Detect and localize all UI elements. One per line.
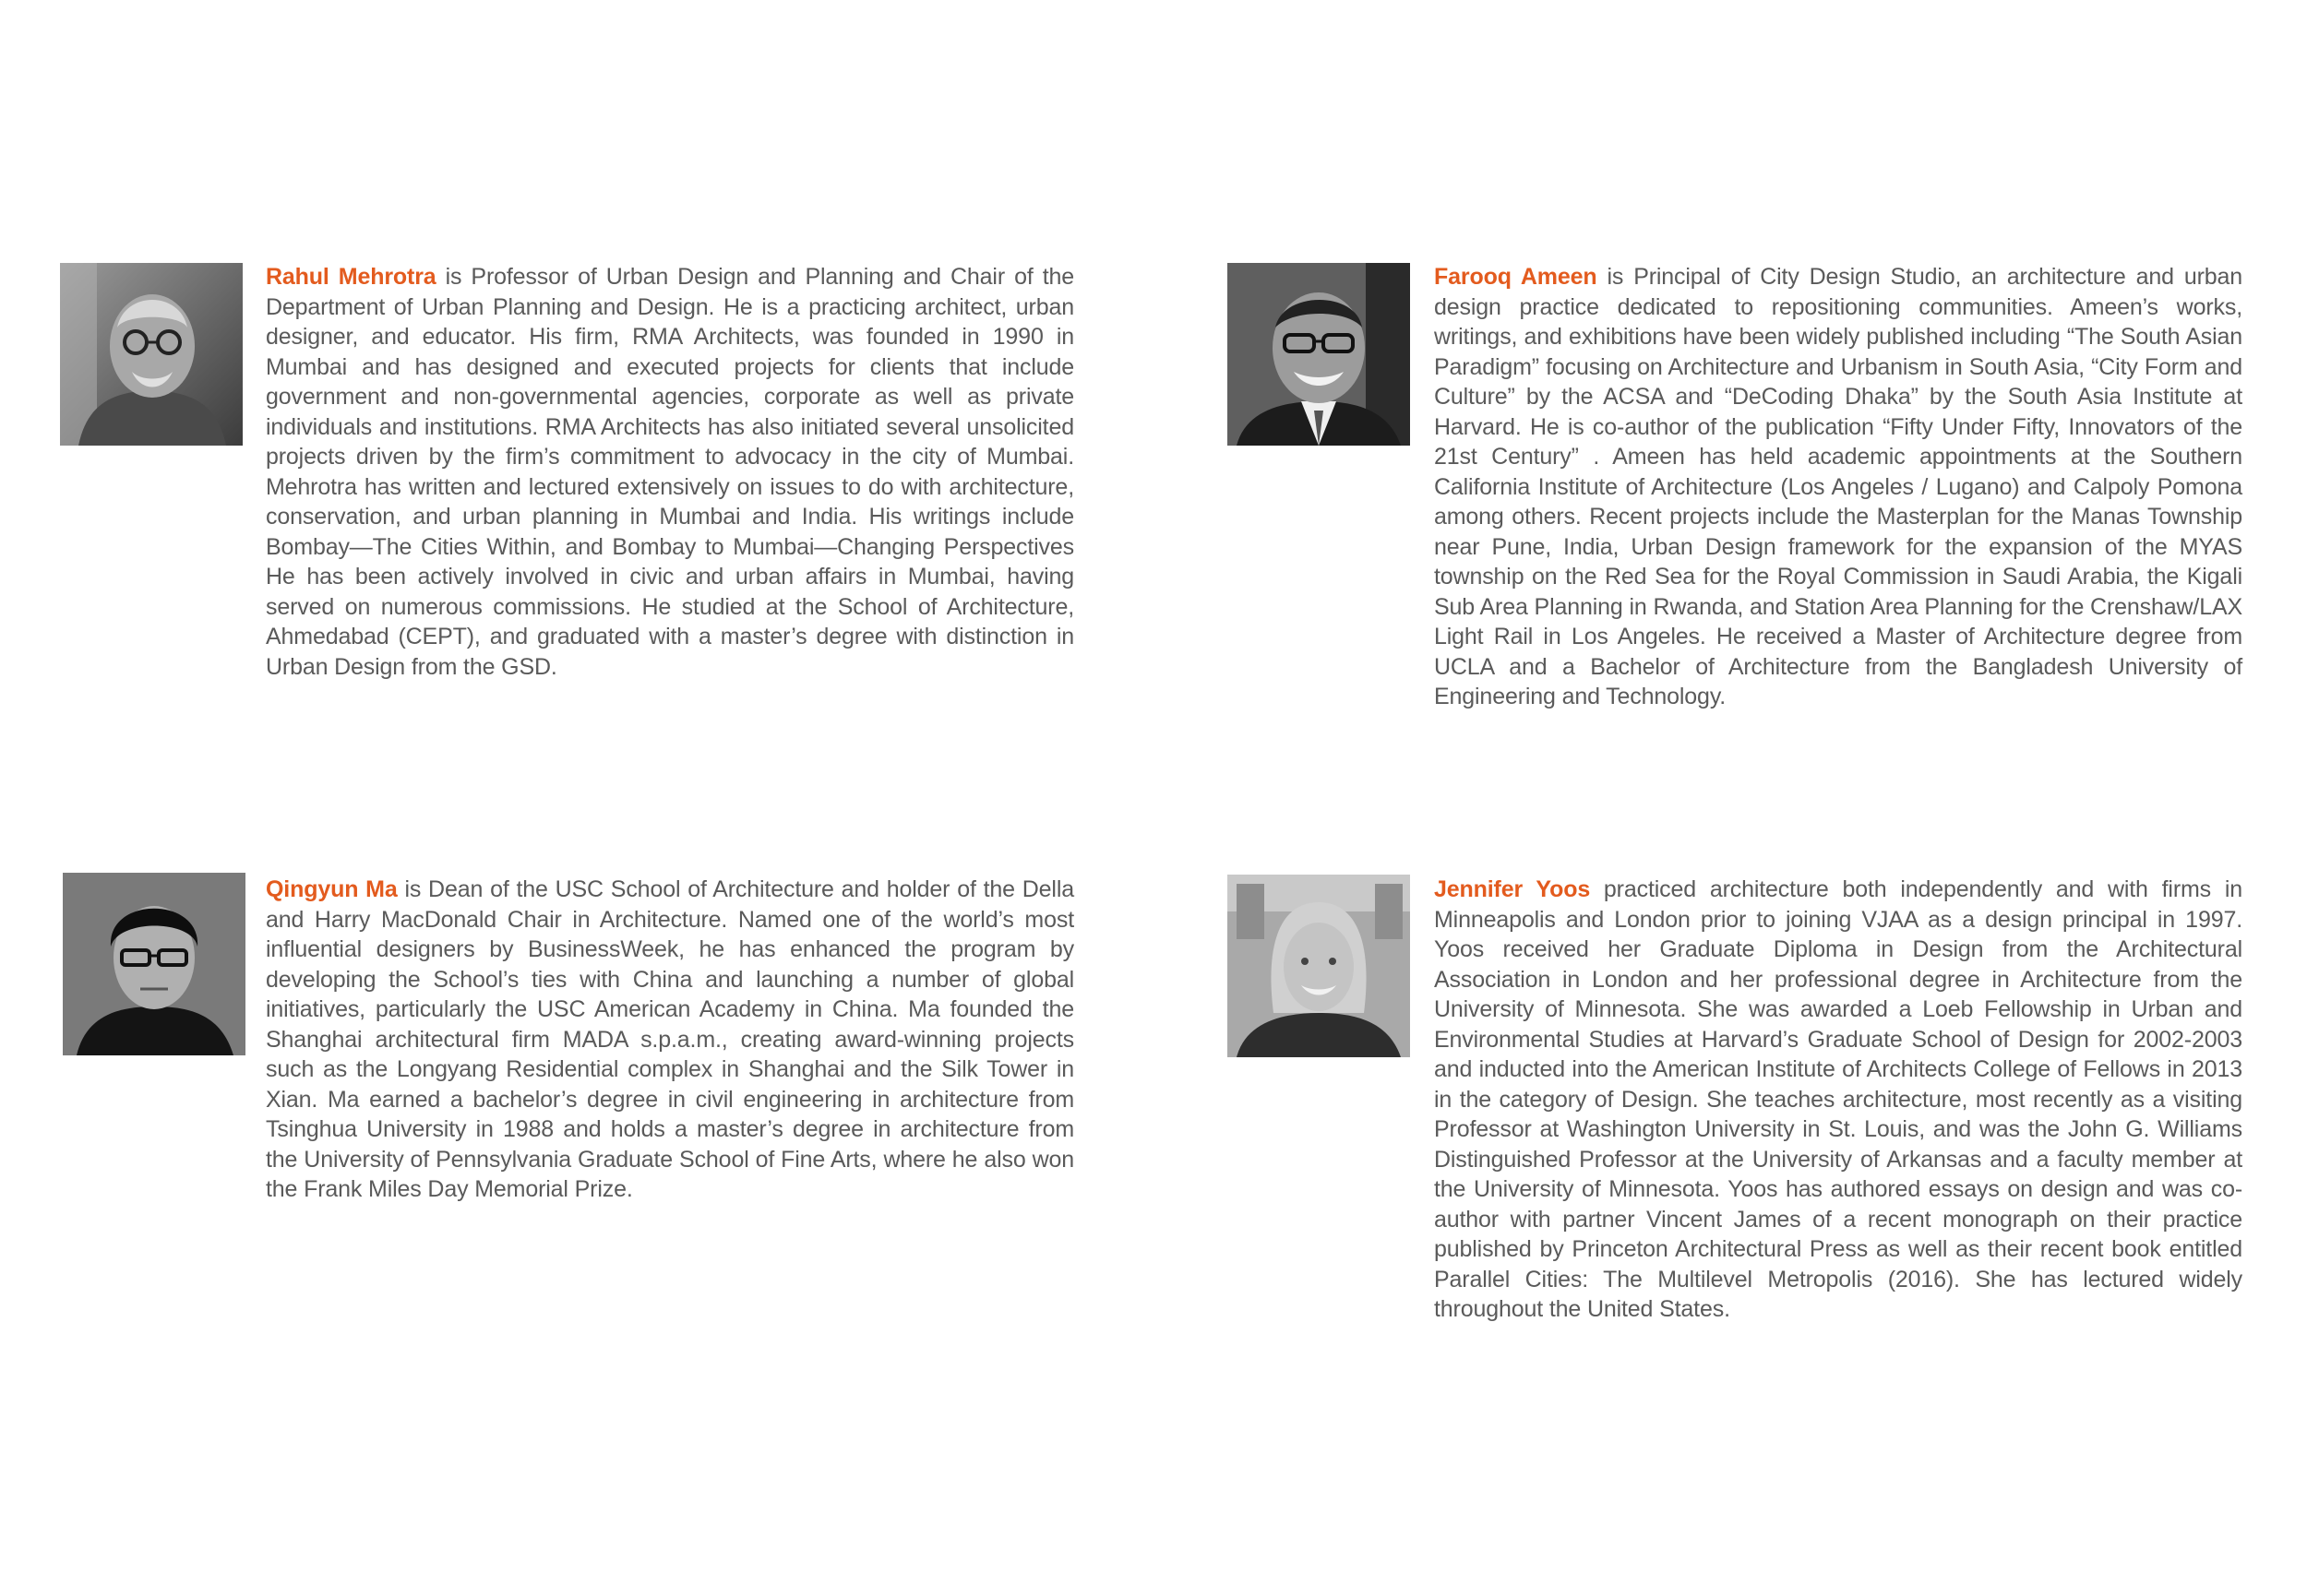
bio-body: practiced architecture both independently and with firms in Minneapolis and London prior to joining VJAA as a design principal in 1997. Yoos received her Graduate Diploma in Design from the Architectural Association in London and her professional degree in Architecture from the University of Minnesota. She was awarded a Loeb Fellowship in Urban and Environmental Studies at Harvard’s Graduate School of Design for 2002-2003 and inducted into the American Institute of Architects College of Fellows in 2013 in the category of Design. She teaches architecture, most recently as a visiting Professor at Washington University in St. Louis, and was the John G. Williams Distinguished Professor at the University of Arkansas and a faculty member at the University of Minnesota. Yoos has authored essays on design and was co-author with partner Vincent James of a recent monograph on their practice published by Princeton Architectural Press as well as their recent book entitled Parallel Cities: The Multilevel Metropolis (2016). She has lectured widely throughout the United States. <box>1434 876 2242 1322</box>
portrait-photo <box>1227 263 1410 446</box>
bio-text <box>1434 262 2242 712</box>
portrait-photo <box>63 873 245 1055</box>
portrait-photo <box>1227 875 1410 1057</box>
person-name: Qingyun Ma <box>266 876 398 902</box>
bio-text <box>266 262 1074 682</box>
bio-body: is Principal of City Design Studio, an architecture and urban design practice dedicated to repositioning communities. Ameen’s works, writings, and exhibitions have been widely published including “The South Asian Paradigm” focusing on Architecture and Urbanism in South Asia, “City Form and Culture” by the ACSA and “DeCoding Dhaka” by the South Asia Institute at Harvard. He is co-author of the publication “Fifty Under Fifty, Innovators of the 21st Century” . Ameen has held academic appointments at the Southern California Institute of Architecture (Los Angeles / Lugano) and Calpoly Pomona among others. Recent projects include the Masterplan for the Manas Township near Pune, India, Urban Design framework for the expansion of the MYAS township on the Red Sea for the Royal Commission in Saudi Arabia, the Kigali Sub Area Planning in Rwanda, and Station Area Planning for the Crenshaw/LAX Light Rail in Los Angeles. He received a Master of Architecture degree from UCLA and a Bachelor of Architecture from the Bangladesh University of Engineering and Technology. <box>1434 264 2243 709</box>
bio-text <box>1434 875 2242 1325</box>
bio-body: is Professor of Urban Design and Planning and Chair of the Department of Urban Planning and Design. He is a practicing architect, urban designer, and educator. His firm, RMA Architects, was founded in 1990 in Mumbai and has designed and executed projects for clients that include government and non-governmental agencies, corporate as well as private individuals and institutions. RMA Architects has also initiated several unsolicited projects driven by the firm’s commitment to advocacy in the city of Mumbai. Mehrotra has written and lectured extensively on issues to do with architecture, conservation, and urban planning in Mumbai and India. His writings include Bombay—The Cities Within, and Bombay to Mumbai—Changing Perspectives He has been actively involved in civic and urban affairs in Mumbai, having served on numerous commissions. He studied at the School of Architecture, Ahmedabad (CEPT), and graduated with a master’s degree with distinction in Urban Design from the GSD. <box>266 264 1075 680</box>
bio-body: is Dean of the USC School of Architecture and holder of the Della and Harry MacDonald Chair in Architecture. Named one of the world’s most influential designers by BusinessWeek, he has enhanced the program by developing the School’s ties with China and launching a number of global initiatives, particularly the USC American Academy in China. Ma founded the Shanghai architectural firm MADA s.p.a.m., creating award-winning projects such as the Longyang Residential complex in Shanghai and the Silk Tower in Xian. Ma earned a bachelor’s degree in civil engineering in architecture from Tsinghua University in 1988 and holds a master’s degree in architecture from the University of Pennsylvania Graduate School of Fine Arts, where he also won the Frank Miles Day Memorial Prize. <box>266 876 1074 1202</box>
person-name: Rahul Mehrotra <box>266 264 436 290</box>
qingyun-ma-portrait-icon <box>63 873 245 1055</box>
farooq-ameen-portrait-icon <box>1227 263 1410 446</box>
person-name: Jennifer Yoos <box>1434 876 1591 902</box>
portrait-photo <box>60 263 243 446</box>
bio-text <box>266 875 1074 1205</box>
jennifer-yoos-portrait-icon <box>1227 875 1410 1057</box>
person-name: Farooq Ameen <box>1434 264 1597 290</box>
rahul-mehrotra-portrait-icon <box>60 263 243 446</box>
